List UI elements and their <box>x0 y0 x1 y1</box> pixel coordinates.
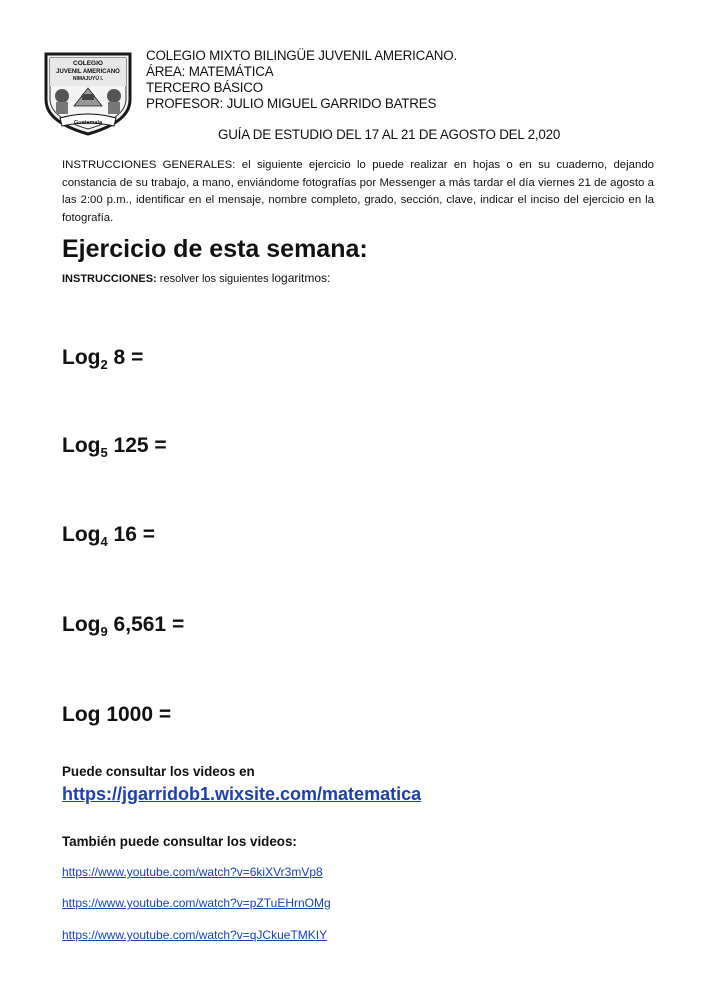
guide-title: GUÍA DE ESTUDIO DEL 17 AL 21 DE AGOSTO DEL 2,020 <box>218 127 561 142</box>
log-base: 5 <box>100 445 108 460</box>
subject-area: ÁREA: MATEMÁTICA <box>146 64 274 79</box>
consult-videos-text: Puede consultar los videos en <box>62 764 255 779</box>
exercise-5: Log 1000 = <box>62 703 172 726</box>
crest-ribbon: Guatemala <box>73 120 103 126</box>
log-base: 4 <box>100 534 108 549</box>
school-crest-logo <box>42 50 134 136</box>
video-link-2[interactable]: https://www.youtube.com/watch?v=pZTuEHrnOMg <box>62 896 331 910</box>
exercise-instructions <box>62 271 330 285</box>
crest-line2: JUVENIL AMERICANO <box>56 69 120 75</box>
video-link-1[interactable]: https://www.youtube.com/watch?v=6kiXVr3mVp8 <box>62 865 323 879</box>
exercise-3: Log$_4$ 16 = <box>62 523 156 549</box>
exercise-1: Log$_2$ 8 = <box>62 346 144 372</box>
exercise-4: Log$_9$ 6,561 = <box>62 613 185 639</box>
crest-line3: NIMAJUYÚ I. <box>72 76 104 82</box>
general-instructions: INSTRUCCIONES GENERALES: el siguiente ejercicio lo puede realizar en hojas o en su cuaderno, dejando constancia de su trabajo, a mano, enviándome fotografías por Messenger a más tardar el día viernes 21 de agosto a las 2:00 p.m., identificar en el mensaje, nombre completo, grado, sección, clave, indicar el inciso del ejercicio en la fotografía. <box>62 159 654 224</box>
instructions-label: INSTRUCCIONES: <box>62 273 157 285</box>
section-title: Ejercicio de esta semana: <box>62 235 368 263</box>
also-consult-text: También puede consultar los videos: <box>62 834 297 849</box>
instructions-text: resolver los siguientes <box>156 273 272 285</box>
header-block <box>146 48 457 112</box>
exercise-2: Log$_5$ 125 = <box>62 434 167 460</box>
instructions-tail: logaritmos: <box>271 271 331 285</box>
grade-level: TERCERO BÁSICO <box>146 80 263 95</box>
wixsite-link[interactable]: https://jgarridob1.wixsite.com/matematica <box>62 784 422 804</box>
teacher-name: PROFESOR: JULIO MIGUEL GARRIDO BATRES <box>146 96 437 111</box>
log-base: 9 <box>100 624 108 639</box>
video-link-3[interactable]: https://www.youtube.com/watch?v=qJCkueTMKIY <box>62 928 328 942</box>
school-name: COLEGIO MIXTO BILINGÜE JUVENIL AMERICANO. <box>146 48 458 63</box>
log-base: 2 <box>100 357 108 372</box>
crest-line1: COLEGIO <box>73 60 103 67</box>
